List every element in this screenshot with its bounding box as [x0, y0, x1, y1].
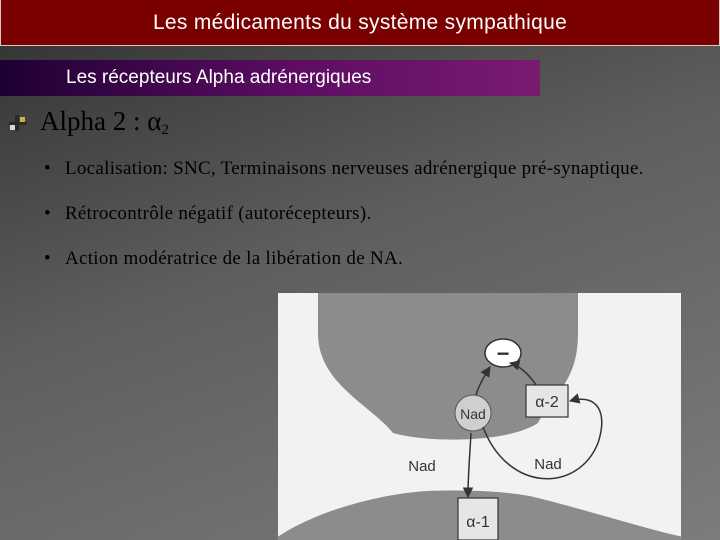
- release-arrow-down: [468, 433, 471, 497]
- slide-title: Les médicaments du système sympathique: [152, 10, 568, 34]
- bullet-square-icon: [9, 115, 27, 131]
- bullet-dot: •: [44, 158, 51, 179]
- slide-subtitle: Les récepteurs Alpha adrénergiques: [66, 67, 372, 88]
- bullet-text: Action modératrice de la libération de NA.: [64, 248, 404, 269]
- heading-text: Alpha 2 : α: [40, 106, 162, 136]
- vesicle-label: Nad: [460, 406, 486, 422]
- alpha2-receptor-label: α-2: [535, 394, 559, 411]
- bullet-item: [44, 246, 704, 271]
- synapse-diagram: [278, 293, 681, 540]
- minus-sign: −: [496, 341, 510, 366]
- section-heading: [40, 106, 169, 139]
- released-label-right: Nad: [534, 456, 562, 473]
- bullet-text: Localisation: SNC, Terminaisons nerveuses adrénergique pré-synaptique.: [64, 158, 644, 179]
- synapse-svg: [278, 293, 681, 540]
- heading-subscript: 2: [161, 122, 169, 138]
- bullet-item: [44, 156, 704, 181]
- bullet-dot: •: [44, 248, 51, 269]
- bullet-text: Rétrocontrôle négatif (autorécepteurs).: [64, 203, 372, 224]
- subtitle-bar: [0, 60, 540, 96]
- bullet-dot: •: [44, 203, 51, 224]
- slide-title-bar: [0, 0, 720, 46]
- alpha1-receptor-label: α-1: [466, 514, 490, 531]
- bullet-list: [44, 156, 704, 291]
- bullet-item: [44, 201, 704, 226]
- released-label-left: Nad: [408, 458, 436, 475]
